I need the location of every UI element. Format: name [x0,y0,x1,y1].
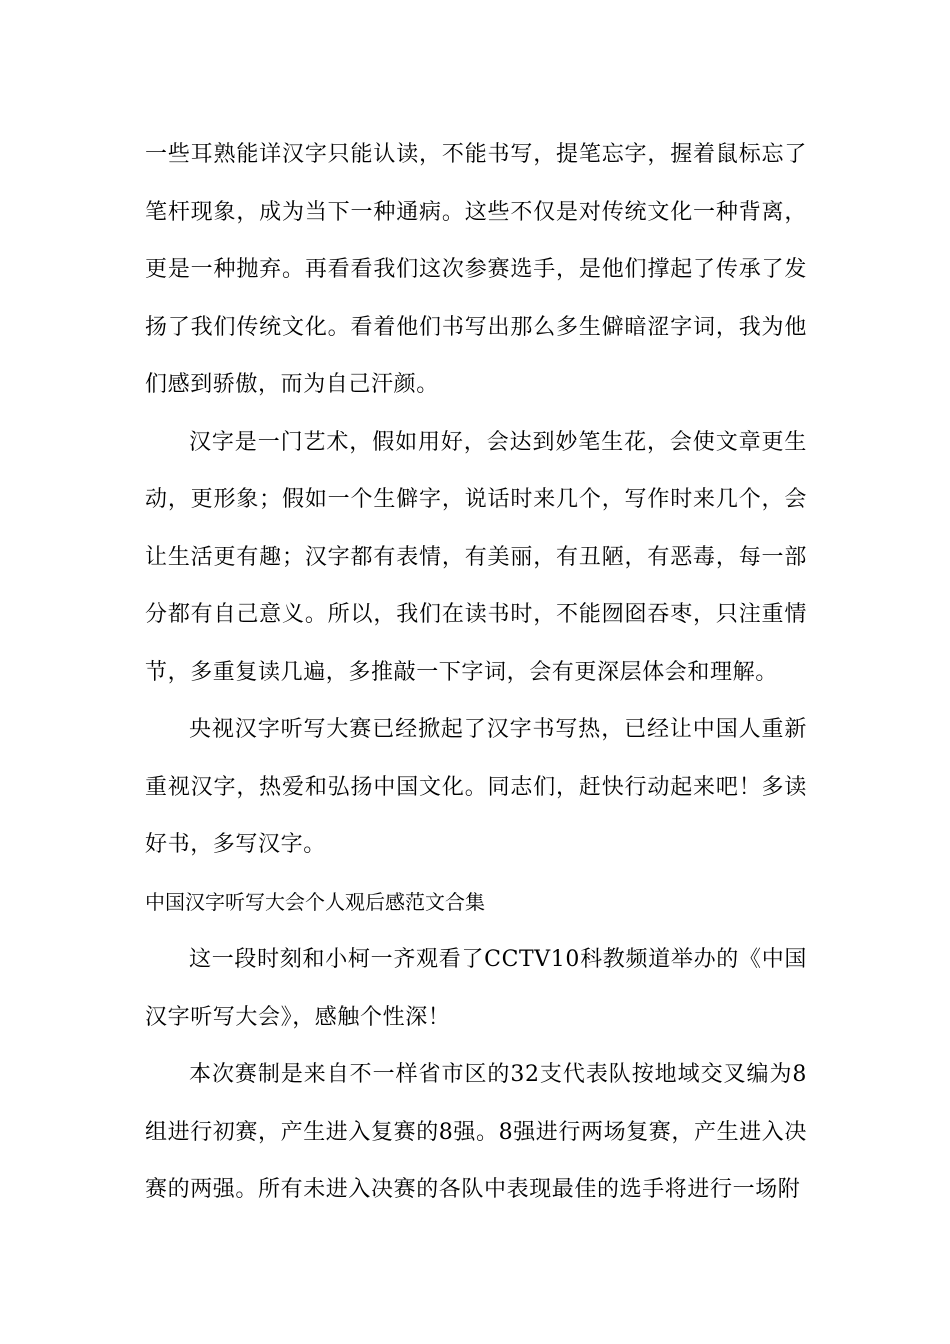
section-heading: 中国汉字听写大会个人观后感范文合集 [145,889,485,914]
paragraph-2: 汉字是一门艺术，假如用好，会达到妙笔生花，会使文章更生动，更形象；假如一个生僻字，说话时来几个，写作时来几个，会让生活更有趣；汉字都有表情，有美丽，有丑陋，有恶毒，每一部分都有自己意义。所以，我们在读书时，不能囫囵吞枣，只注重情节，多重复读几遍，多推敲一下字词，会有更深层体会和理解。 [145,429,807,685]
paragraph-3: 央视汉字听写大赛已经掀起了汉字书写热，已经让中国人重新重视汉字，热爱和弘扬中国文化。同志们，赶快行动起来吧！多读好书，多写汉字。 [145,717,807,857]
document-page [145,126,807,1219]
paragraph-4: 这一段时刻和小柯一齐观看了CCTV10科教频道举办的《中国汉字听写大会》，感触个性深！ [145,947,807,1030]
paragraph-1: 一些耳熟能详汉字只能认读，不能书写，提笔忘字，握着鼠标忘了笔杆现象，成为当下一种通病。这些不仅是对传统文化一种背离，更是一种抛弃。再看看我们这次参赛选手，是他们撑起了传承了发扬了我们传统文化。看着他们书写出那么多生僻暗涩字词，我为他们感到骄傲，而为自己汗颜。 [145,142,807,397]
paragraph-5: 本次赛制是来自不一样省市区的32支代表队按地域交叉编为8组进行初赛，产生进入复赛的8强。8强进行两场复赛，产生进入决赛的两强。所有未进入决赛的各队中表现最佳的选手将进行一场附 [145,1062,807,1202]
